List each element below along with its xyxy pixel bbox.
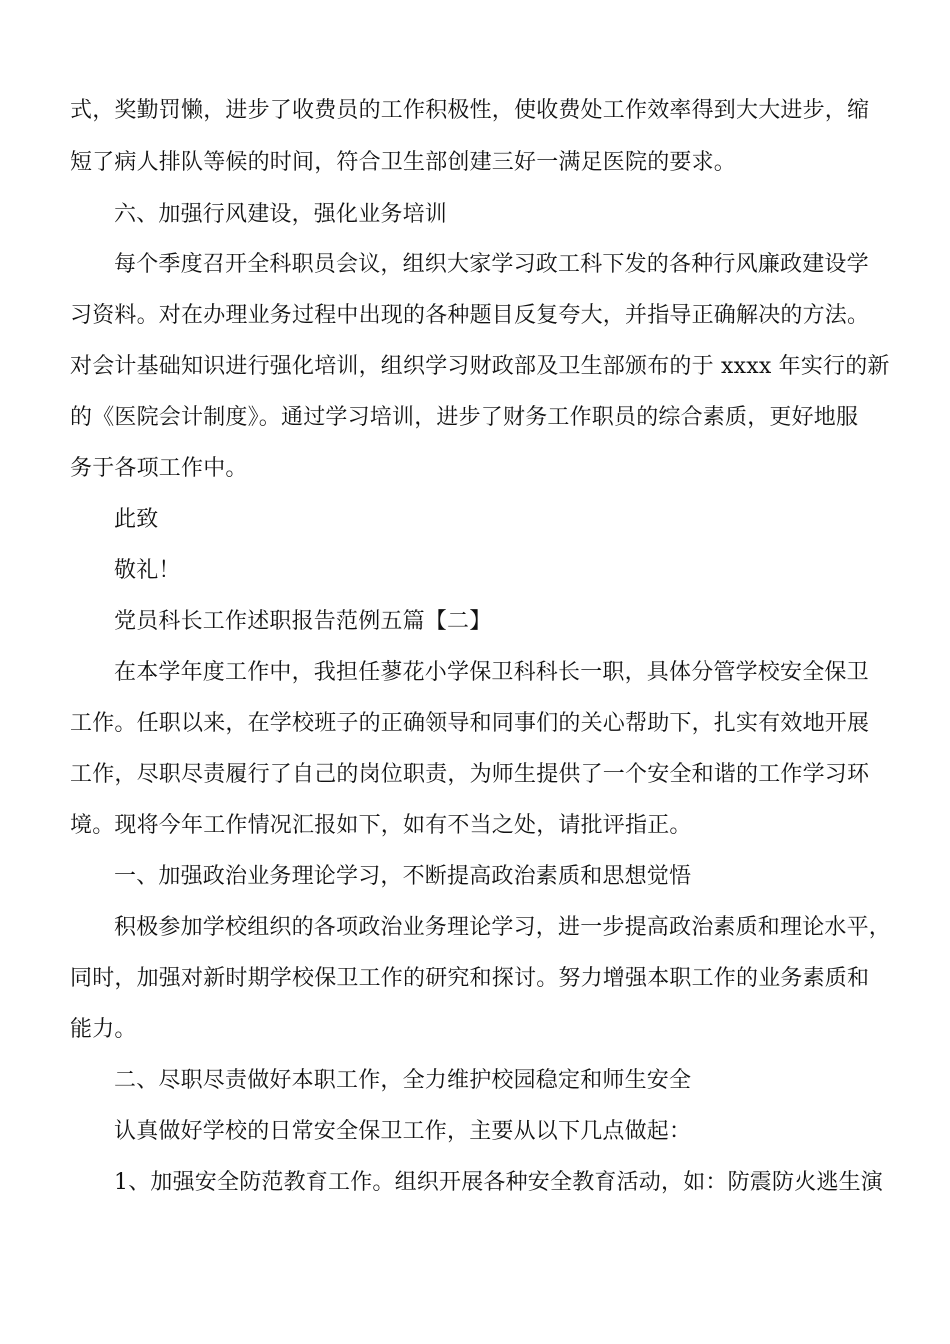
section-heading: 一、加强政治业务理论学习，不断提高政治素质和思想觉悟 xyxy=(114,864,692,889)
text-line: 能力。 xyxy=(70,1017,137,1042)
text-line: 每个季度召开全科职员会议，组织大家学习政工科下发的各种行风廉政建设学 xyxy=(114,252,869,277)
text-line: 对会计基础知识进行强化培训，组织学习财政部及卫生部颁布的于 xxxx 年实行的新 xyxy=(70,354,890,379)
text-line: 短了病人排队等候的时间，符合卫生部创建三好一满足医院的要求。 xyxy=(70,150,737,175)
text-line: 境。现将今年工作情况汇报如下，如有不当之处，请批评指正。 xyxy=(70,813,692,838)
text-line: 式，奖勤罚懒，进步了收费员的工作积极性，使收费处工作效率得到大大进步，缩 xyxy=(70,98,870,123)
closing-salutation: 此致 xyxy=(114,507,159,532)
section-heading: 二、尽职尽责做好本职工作，全力维护校园稳定和师生安全 xyxy=(114,1068,692,1093)
report-title: 党员科长工作述职报告范例五篇【二】 xyxy=(114,609,492,634)
text-line: 认真做好学校的日常安全保卫工作，主要从以下几点做起： xyxy=(114,1119,692,1144)
text-line: 在本学年度工作中，我担任蓼花小学保卫科科长一职，具体分管学校安全保卫 xyxy=(114,660,869,685)
text-line: 1、加强安全防范教育工作。组织开展各种安全教育活动，如：防震防火逃生演 xyxy=(114,1170,883,1195)
text-line: 务于各项工作中。 xyxy=(70,456,248,481)
text-line: 习资料。对在办理业务过程中出现的各种题目反复夸大，并指导正确解决的方法。 xyxy=(70,303,870,328)
section-heading: 六、加强行风建设，强化业务培训 xyxy=(114,202,448,227)
text-line: 积极参加学校组织的各项政治业务理论学习，进一步提高政治素质和理论水平， xyxy=(114,915,892,940)
closing-regards: 敬礼！ xyxy=(114,558,181,583)
text-line: 工作。任职以来，在学校班子的正确领导和同事们的关心帮助下，扎实有效地开展 xyxy=(70,711,870,736)
text-line: 同时，加强对新时期学校保卫工作的研究和探讨。努力增强本职工作的业务素质和 xyxy=(70,966,870,991)
text-line: 工作，尽职尽责履行了自己的岗位职责，为师生提供了一个安全和谐的工作学习环 xyxy=(70,762,870,787)
text-line: 的《医院会计制度》。通过学习培训，进步了财务工作职员的综合素质，更好地服 xyxy=(70,405,859,430)
